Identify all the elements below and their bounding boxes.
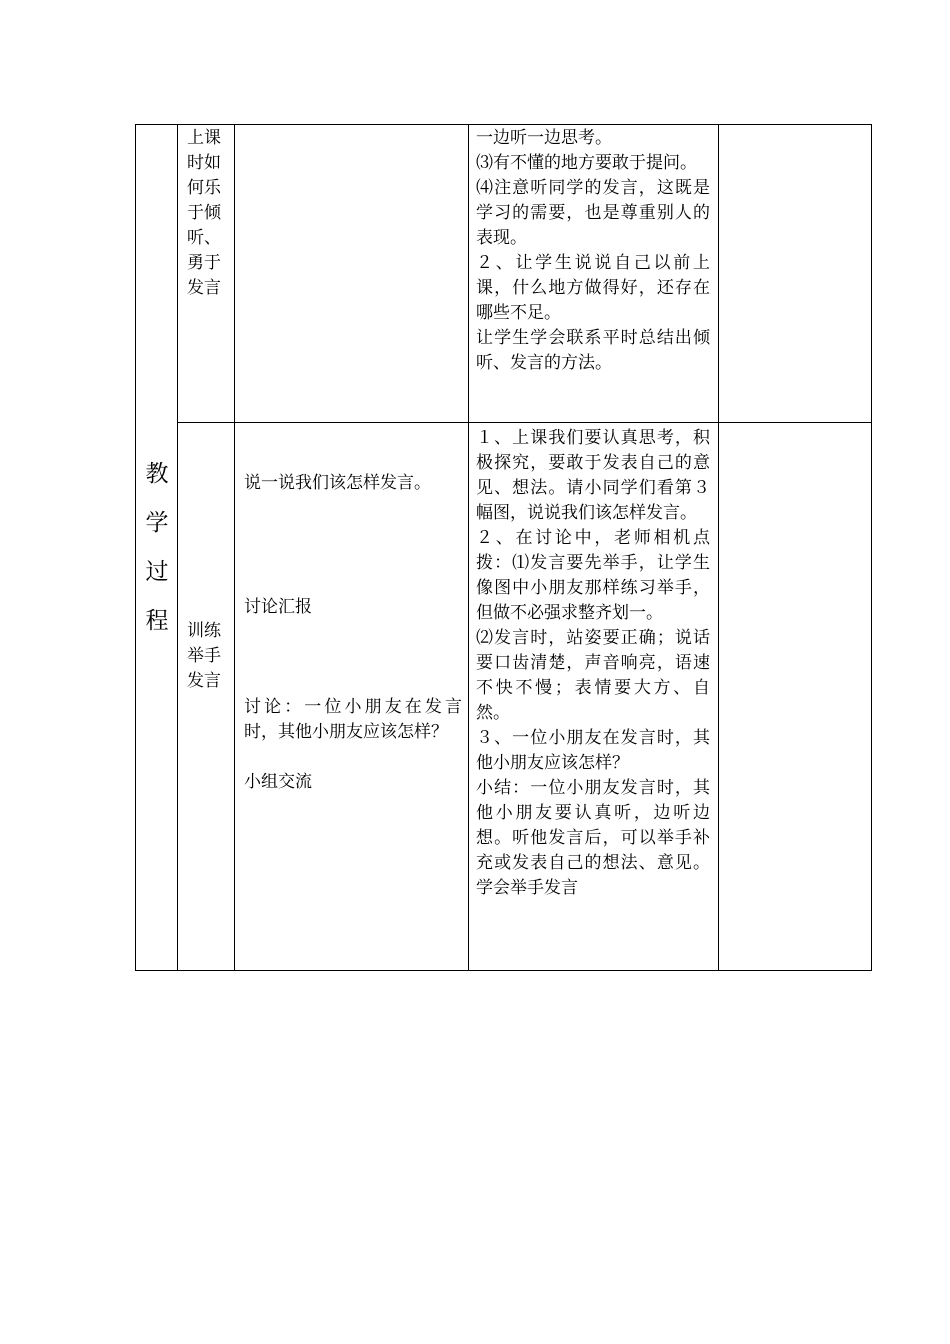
topic-text: 训练举手发言 (187, 621, 221, 691)
student-line: 讨论：一位小朋友在发言时，其他小朋友应该怎样？ (244, 697, 462, 742)
teacher-line: ⑶有不懂的地方要敢于提问。 (476, 153, 697, 173)
lesson-plan-table (135, 124, 872, 971)
student-line: 说一说我们该怎样发言。 (244, 473, 431, 493)
section-label-cell (136, 125, 177, 970)
row-1-teacher-activity (476, 126, 710, 376)
topic-text: 上课时如何乐于倾听、勇于发言 (187, 128, 221, 298)
row-2-teacher-activity (476, 426, 710, 901)
student-line: 小组交流 (244, 772, 312, 792)
column-divider (718, 125, 719, 970)
teacher-line: 一边听一边思考。 (476, 128, 612, 148)
column-divider (234, 125, 235, 970)
row-1-topic (187, 126, 231, 301)
column-divider (177, 125, 178, 970)
row-divider (177, 422, 871, 423)
teacher-line: ３、一位小朋友在发言时，其他小朋友应该怎样？ (476, 728, 710, 773)
teacher-line: ⑷注意听同学的发言，这既是学习的需要，也是尊重别人的表现。 (476, 178, 710, 248)
teacher-line: ⑵发言时，站姿要正确；说话要口齿清楚，声音响亮，语速不快不慢；表情要大方、自然。 (476, 628, 710, 723)
teacher-line: １、上课我们要认真思考，积极探究，要敢于发表自己的意见、想法。请小同学们看第３幅图，说说我们该怎样发言。 (476, 428, 710, 523)
section-label: 教学过程 (145, 460, 169, 634)
student-line: 讨论汇报 (244, 597, 312, 617)
teacher-line: ２、在讨论中，老师相机点拨：⑴发言要先举手，让学生像图中小朋友那样练习举手，但做不必强求整齐划一。 (476, 528, 710, 623)
teacher-line: ２、让学生说说自己以前上课，什么地方做得好，还存在哪些不足。 (476, 253, 710, 323)
row-2-topic (187, 619, 231, 694)
column-divider (468, 125, 469, 970)
teacher-line: 小结：一位小朋友发言时，其他小朋友要认真听，边听边想。听他发言后，可以举手补充或发表自己的想法、意见。学会举手发言 (476, 778, 710, 898)
teacher-line: 让学生学会联系平时总结出倾听、发言的方法。 (476, 328, 710, 373)
